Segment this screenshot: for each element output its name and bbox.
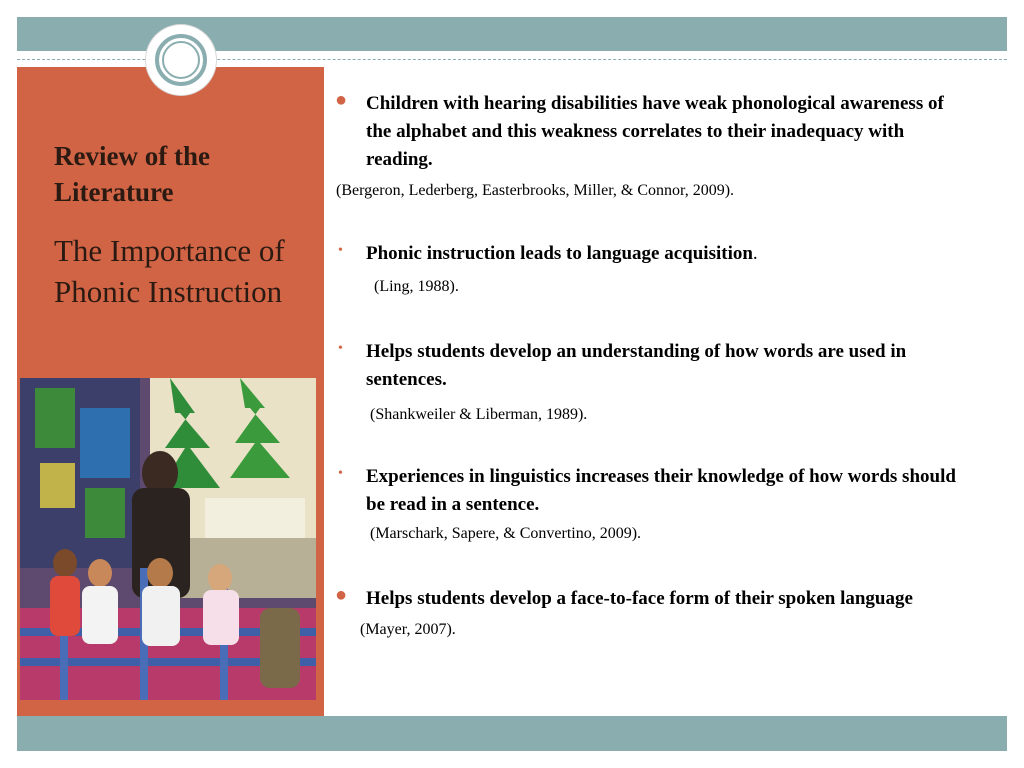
bullet-icon: ●: [335, 584, 348, 606]
bullet-icon: •: [338, 243, 343, 258]
bullet-icon: ●: [335, 89, 348, 111]
circle-inner-icon: [162, 41, 200, 79]
list-item: [330, 463, 970, 545]
list-item: [330, 585, 970, 641]
slide-title: Review of the Literature: [54, 141, 210, 207]
bullet-text-suffix: .: [752, 243, 758, 264]
citation: (Bergeron, Lederberg, Easterbrooks, Miller, & Connor, 2009).: [336, 182, 735, 199]
bullet-text-container: [366, 240, 970, 268]
list-item: [330, 240, 970, 298]
citation: (Shankweiler & Liberman, 1989).: [370, 406, 588, 423]
citation: (Mayer, 2007).: [360, 621, 456, 638]
bullet-icon: •: [338, 466, 343, 481]
slide-subtitle: The Importance of Phonic Instruction: [54, 233, 285, 309]
classroom-photo: [20, 378, 316, 700]
bullet-text: Helps students develop an understanding of how words are used in sentences.: [366, 341, 907, 390]
citation: (Marschark, Sapere, & Convertino, 2009).: [370, 525, 642, 542]
bullet-text: Children with hearing disabilities have weak phonological awareness of the alphabet and this weakness correlates to their inadequacy with reading.: [366, 93, 944, 170]
bullet-text: Experiences in linguistics increases their knowledge of how words should be read in a sentence.: [366, 466, 956, 515]
bullet-text: Phonic instruction leads to language acquisition: [366, 243, 753, 264]
list-item: [330, 90, 970, 202]
bullet-icon: •: [338, 341, 343, 356]
list-item: [330, 338, 970, 426]
bullet-text: Helps students develop a face-to-face form of their spoken language: [366, 588, 913, 609]
citation: (Ling, 1988).: [374, 278, 459, 295]
bottom-band: [17, 716, 1007, 751]
